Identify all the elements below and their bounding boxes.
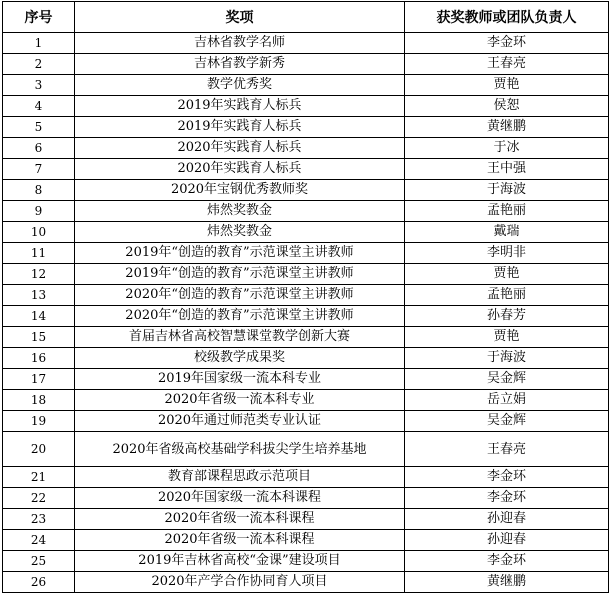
cell-recipient: 王春亮 — [405, 432, 609, 467]
cell-award: 教学优秀奖 — [75, 75, 405, 96]
cell-recipient: 于海波 — [405, 180, 609, 201]
table-row — [3, 180, 609, 201]
awards-table-container — [2, 1, 608, 593]
cell-recipient: 吴金辉 — [405, 369, 609, 390]
cell-recipient: 李金环 — [405, 488, 609, 509]
cell-award: 教育部课程思政示范项目 — [75, 467, 405, 488]
cell-award: 吉林省教学新秀 — [75, 54, 405, 75]
cell-serial-number: 19 — [3, 411, 75, 432]
table-row — [3, 390, 609, 411]
table-header — [3, 2, 609, 33]
table-row — [3, 306, 609, 327]
cell-award: 首届吉林省高校智慧课堂教学创新大赛 — [75, 327, 405, 348]
table-row — [3, 327, 609, 348]
header-recipient: 获奖教师或团队负责人 — [405, 2, 609, 33]
cell-recipient: 岳立娟 — [405, 390, 609, 411]
cell-serial-number: 12 — [3, 264, 75, 285]
cell-recipient: 贾艳 — [405, 75, 609, 96]
cell-serial-number: 7 — [3, 159, 75, 180]
cell-serial-number: 10 — [3, 222, 75, 243]
cell-recipient: 李金环 — [405, 33, 609, 54]
cell-award: 2020年省级高校基础学科拔尖学生培养基地 — [75, 432, 405, 467]
table-row — [3, 369, 609, 390]
table-row — [3, 509, 609, 530]
table-row — [3, 243, 609, 264]
cell-award: 2019年实践育人标兵 — [75, 117, 405, 138]
cell-serial-number: 22 — [3, 488, 75, 509]
cell-recipient: 孙春芳 — [405, 306, 609, 327]
table-row — [3, 551, 609, 572]
header-serial-number: 序号 — [3, 2, 75, 33]
table-row — [3, 285, 609, 306]
cell-serial-number: 17 — [3, 369, 75, 390]
cell-recipient: 于冰 — [405, 138, 609, 159]
table-row — [3, 33, 609, 54]
cell-recipient: 侯恕 — [405, 96, 609, 117]
header-award: 奖项 — [75, 2, 405, 33]
cell-serial-number: 11 — [3, 243, 75, 264]
cell-serial-number: 13 — [3, 285, 75, 306]
cell-serial-number: 26 — [3, 572, 75, 593]
awards-table — [2, 1, 609, 593]
table-row — [3, 75, 609, 96]
table-row — [3, 138, 609, 159]
cell-serial-number: 21 — [3, 467, 75, 488]
cell-award: 2020年产学合作协同育人项目 — [75, 572, 405, 593]
cell-award: 2020年省级一流本科专业 — [75, 390, 405, 411]
cell-award: 2019年吉林省高校“金课”建设项目 — [75, 551, 405, 572]
cell-award: 2019年实践育人标兵 — [75, 96, 405, 117]
table-row — [3, 348, 609, 369]
cell-serial-number: 5 — [3, 117, 75, 138]
cell-serial-number: 25 — [3, 551, 75, 572]
table-body — [3, 33, 609, 593]
cell-recipient: 黄继鹏 — [405, 117, 609, 138]
cell-serial-number: 9 — [3, 201, 75, 222]
cell-award: 校级教学成果奖 — [75, 348, 405, 369]
table-row — [3, 488, 609, 509]
cell-award: 2020年实践育人标兵 — [75, 159, 405, 180]
table-row — [3, 222, 609, 243]
cell-serial-number: 18 — [3, 390, 75, 411]
cell-serial-number: 23 — [3, 509, 75, 530]
cell-award: 吉林省教学名师 — [75, 33, 405, 54]
cell-award: 炜然奖教金 — [75, 201, 405, 222]
cell-award: 2019年国家级一流本科专业 — [75, 369, 405, 390]
table-row — [3, 201, 609, 222]
cell-serial-number: 15 — [3, 327, 75, 348]
table-row — [3, 96, 609, 117]
cell-recipient: 戴瑞 — [405, 222, 609, 243]
cell-award: 2019年“创造的教育”示范课堂主讲教师 — [75, 243, 405, 264]
cell-recipient: 吴金辉 — [405, 411, 609, 432]
cell-recipient: 贾艳 — [405, 264, 609, 285]
table-row — [3, 117, 609, 138]
cell-award: 2020年实践育人标兵 — [75, 138, 405, 159]
cell-award: 2020年省级一流本科课程 — [75, 530, 405, 551]
cell-recipient: 王中强 — [405, 159, 609, 180]
cell-recipient: 孙迎春 — [405, 509, 609, 530]
table-row — [3, 530, 609, 551]
cell-recipient: 黄继鹏 — [405, 572, 609, 593]
cell-award: 2020年省级一流本科课程 — [75, 509, 405, 530]
cell-serial-number: 4 — [3, 96, 75, 117]
cell-recipient: 孙迎春 — [405, 530, 609, 551]
cell-award: 2020年宝钢优秀教师奖 — [75, 180, 405, 201]
cell-award: 2020年“创造的教育”示范课堂主讲教师 — [75, 306, 405, 327]
cell-award: 2020年通过师范类专业认证 — [75, 411, 405, 432]
cell-serial-number: 6 — [3, 138, 75, 159]
cell-recipient: 李明非 — [405, 243, 609, 264]
cell-recipient: 于海波 — [405, 348, 609, 369]
cell-recipient: 李金环 — [405, 467, 609, 488]
table-row — [3, 264, 609, 285]
table-row — [3, 572, 609, 593]
cell-recipient: 王春亮 — [405, 54, 609, 75]
cell-serial-number: 2 — [3, 54, 75, 75]
cell-award: 炜然奖教金 — [75, 222, 405, 243]
header-row — [3, 2, 609, 33]
cell-award: 2020年国家级一流本科课程 — [75, 488, 405, 509]
cell-serial-number: 20 — [3, 432, 75, 467]
cell-serial-number: 24 — [3, 530, 75, 551]
cell-recipient: 孟艳丽 — [405, 201, 609, 222]
table-row — [3, 54, 609, 75]
cell-award: 2020年“创造的教育”示范课堂主讲教师 — [75, 285, 405, 306]
cell-serial-number: 8 — [3, 180, 75, 201]
table-row — [3, 467, 609, 488]
cell-award: 2019年“创造的教育”示范课堂主讲教师 — [75, 264, 405, 285]
cell-serial-number: 14 — [3, 306, 75, 327]
cell-recipient: 孟艳丽 — [405, 285, 609, 306]
cell-serial-number: 1 — [3, 33, 75, 54]
table-row — [3, 432, 609, 467]
cell-recipient: 李金环 — [405, 551, 609, 572]
cell-serial-number: 16 — [3, 348, 75, 369]
table-row — [3, 159, 609, 180]
table-row — [3, 411, 609, 432]
cell-recipient: 贾艳 — [405, 327, 609, 348]
cell-serial-number: 3 — [3, 75, 75, 96]
